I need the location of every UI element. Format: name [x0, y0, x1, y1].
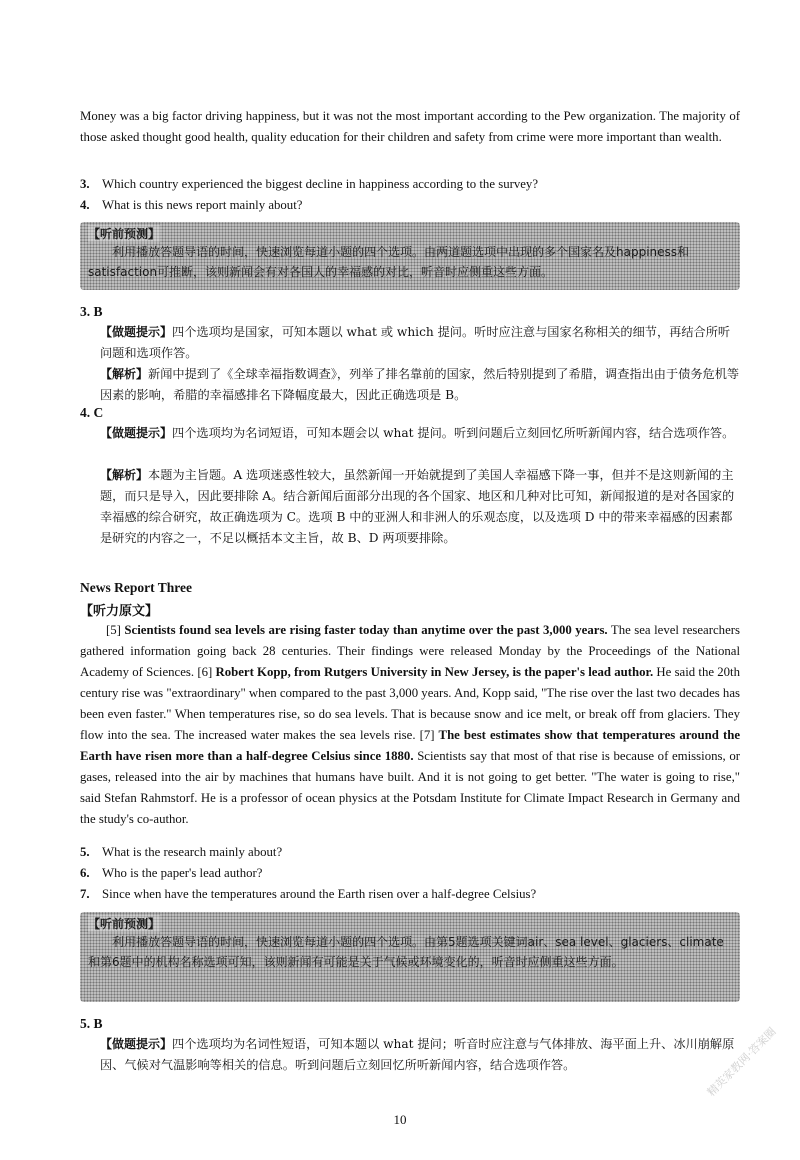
- question-text: What is the research mainly about?: [102, 845, 283, 859]
- analysis-text: 本题为主旨题。A 选项迷惑性较大，虽然新闻一开始就提到了美国人幸福感下降一事，但并不是这则新闻的主题，而只是导入，因此要排除 A。结合新闻后面部分出现的各个国家、地区和几种对比可知，新闻报道的是对各国家的幸福感的综合研究，故正确选项为 C。选项 B 中的亚洲人和非洲人的乐观态度，以及选项 D 中的带来幸福感的因素都是研究的内容之一，不足以概括本文主旨，故 B、D 两项要排除。: [100, 468, 735, 545]
- question-text: Which country experienced the biggest decline in happiness according to the survey?: [102, 177, 539, 191]
- news-report-title: News Report Three: [80, 580, 192, 595]
- preview-text: 利用播放答题导语的时间，快速浏览每道小题的四个选项。由第5题选项关键词air、sea level、glaciers、climate和第6题中的机构名称选项可知，该则新闻有可能是关于气候或环境变化的，听音时应侧重这些方面。: [88, 935, 724, 969]
- analysis-tag: 【解析】: [100, 468, 149, 482]
- marker-6: [6]: [197, 665, 213, 679]
- preview-title: 【听前预测】: [88, 227, 161, 241]
- preview-title: 【听前预测】: [88, 917, 161, 931]
- tip-tag: 【做题提示】: [100, 426, 173, 440]
- question-5: [80, 842, 740, 863]
- key-sentence-7: The best estimates show that temperatures around the Earth have risen more than a half-degree Celsius since 1880.: [80, 728, 741, 763]
- transcript-paragraph: [80, 620, 740, 830]
- watermark: 精英家教网·答案圈: [704, 1025, 779, 1099]
- answer-3-analysis: [100, 364, 740, 406]
- question-text: Since when have the temperatures around the Earth risen over a half-degree Celsius?: [102, 887, 537, 901]
- analysis-tag: 【解析】: [100, 367, 149, 381]
- analysis-text: 新闻中提到了《全球幸福指数调查》，列举了排名靠前的国家，然后特别提到了希腊，调查指出由于债务危机等因素的影响，希腊的幸福感排名下降幅度最大，因此正确选项是 B。: [100, 367, 740, 402]
- transcript-subtitle: 【听力原文】: [80, 604, 159, 619]
- tip-text: 四个选项均是国家，可知本题以 what 或 which 提问。听时应注意与国家名称相关的细节，再结合所听问题和选项作答。: [100, 325, 731, 360]
- question-3: [80, 174, 740, 195]
- answer-5-label: 5. B: [80, 1016, 103, 1031]
- question-number: 4.: [80, 198, 90, 212]
- tip-text: 四个选项均为名词性短语，可知本题以 what 提问；听音时应注意与气体排放、海平面上升、冰川崩解原因、气候对气温影响等相关的信息。听到问题后立刻回忆所听新闻内容，结合选项作答。: [100, 1037, 735, 1072]
- question-number: 3.: [80, 177, 90, 191]
- answer-4-label: 4. C: [80, 405, 104, 420]
- preview-box-a: [80, 222, 740, 290]
- answer-4-tip: [100, 423, 740, 444]
- preview-box-b: [80, 912, 740, 1002]
- tip-tag: 【做题提示】: [100, 1037, 173, 1051]
- transcript-text-2: He said the 20th century rise was "extraordinary" when compared to the past 3,000 years. And, Kopp said, "The rise over the last two decades has been even faster." When temperatures rise, so do sea levels. That is because snow and ice melt, or break off from glaciers. They flow into the sea. The increased water makes the sea levels rise.: [80, 665, 741, 742]
- question-text: Who is the paper's lead author?: [102, 866, 263, 880]
- transcript-text-3: Scientists say that most of that rise is because of emissions, or gases, released into the air by machines that humans have built. And it is not going to get better. "The water is going to rise," said Stefan Rahmstorf. He is a professor of ocean physics at the Potsdam Institute for Climate Impact Research in Germany and the study's co-author.: [80, 749, 740, 826]
- tip-tag: 【做题提示】: [100, 325, 173, 339]
- tip-text: 四个选项均为名词短语，可知本题会以 what 提问。听到问题后立刻回忆所听新闻内容，结合选项作答。: [172, 426, 735, 440]
- answer-4-analysis: [100, 465, 740, 549]
- marker-7: [7]: [419, 728, 435, 742]
- question-number: 5.: [80, 845, 90, 859]
- preview-text: 利用播放答题导语的时间，快速浏览每道小题的四个选项。由两道题选项中出现的多个国家名及happiness和satisfaction可推断，该则新闻会有对各国人的幸福感的对比，听音时应侧重这些方面。: [88, 245, 690, 279]
- question-number: 7.: [80, 887, 90, 901]
- answer-3-label: 3. B: [80, 304, 103, 319]
- question-number: 6.: [80, 866, 90, 880]
- page-number: 10: [393, 1112, 407, 1127]
- key-sentence-6: Robert Kopp, from Rutgers University in New Jersey, is the paper's lead author.: [215, 665, 654, 679]
- intro-paragraph: Money was a big factor driving happiness, but it was not the most important according to the Pew organization. The majority of those asked thought good health, quality education for their children and safety from crime were more important than wealth.: [80, 109, 740, 144]
- question-6: [80, 863, 740, 884]
- answer-5-tip: [100, 1034, 740, 1076]
- key-sentence-5: Scientists found sea levels are rising faster today than anytime over the past 3,000 years.: [124, 623, 608, 637]
- marker-5: [5]: [106, 623, 121, 637]
- question-4: [80, 195, 740, 216]
- question-text: What is this news report mainly about?: [102, 198, 303, 212]
- question-7: [80, 884, 740, 905]
- transcript-text-1: The sea level researchers gathered information going back 28 centuries. Their findings were released Monday by the Proceedings of the National Academy of Sciences.: [80, 623, 740, 679]
- answer-3-tip: [100, 322, 740, 364]
